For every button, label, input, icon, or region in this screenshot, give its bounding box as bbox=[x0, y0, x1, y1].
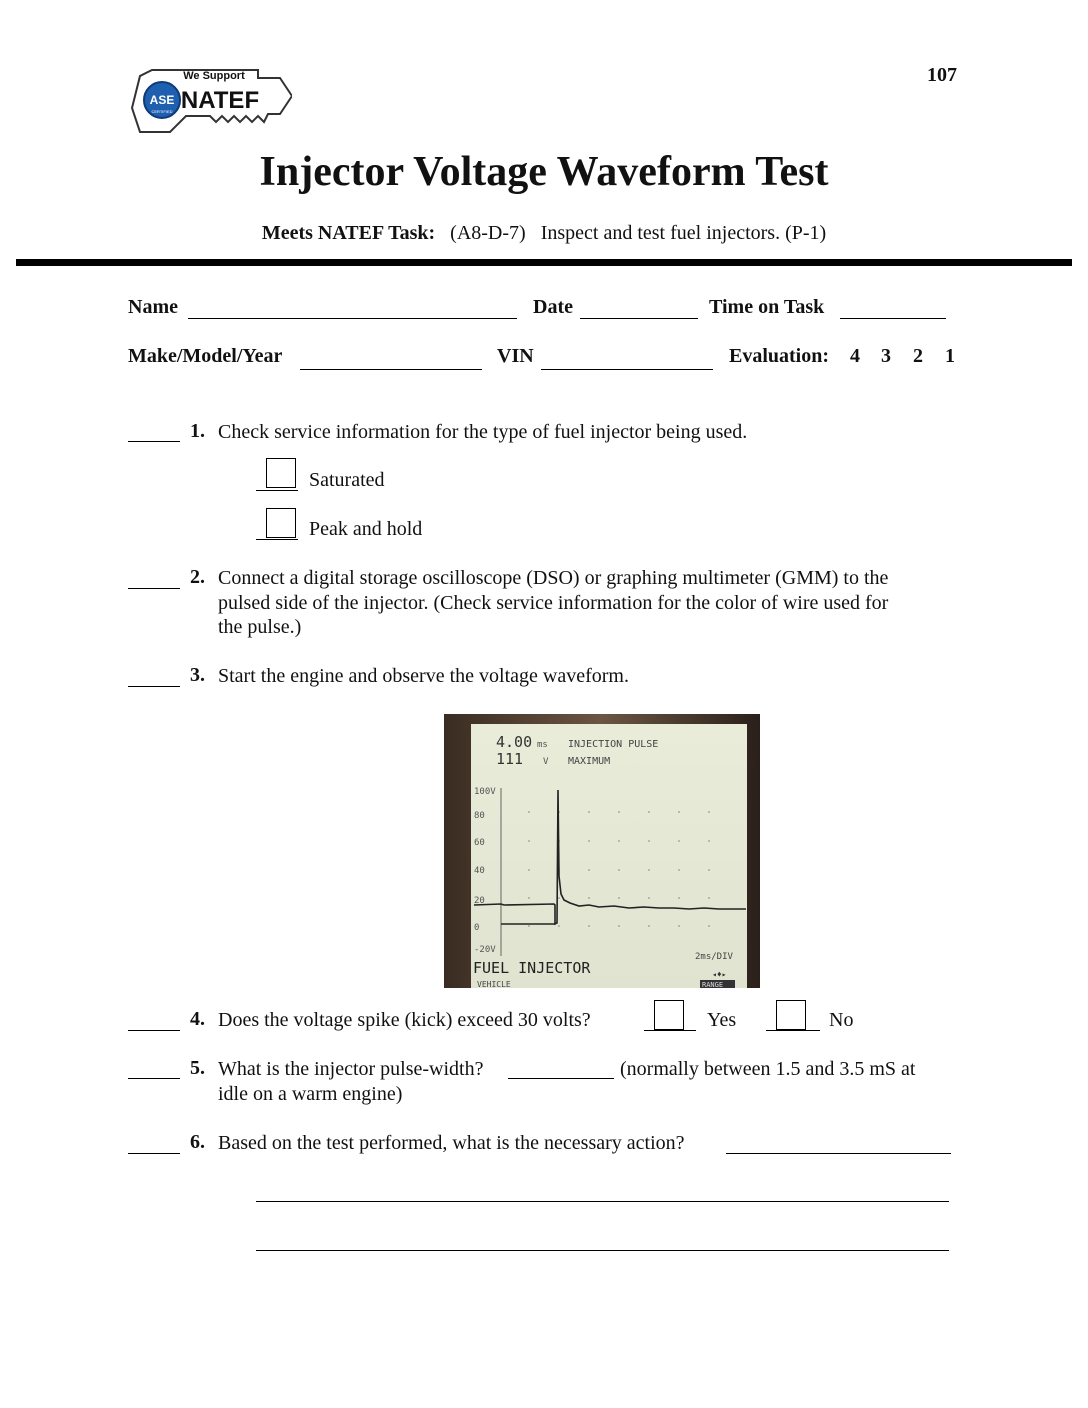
yes-checkbox-underline bbox=[644, 1030, 696, 1031]
saturated-checkbox-underline bbox=[256, 490, 298, 491]
svg-text:MAXIMUM: MAXIMUM bbox=[568, 756, 611, 767]
svg-text:ASE: ASE bbox=[149, 93, 175, 107]
evaluation-option-2[interactable]: 2 bbox=[913, 345, 923, 367]
no-checkbox[interactable] bbox=[776, 1000, 806, 1030]
make-model-year-field[interactable] bbox=[300, 369, 482, 370]
peak-and-hold-option-label: Peak and hold bbox=[309, 518, 423, 540]
evaluation-option-1[interactable]: 1 bbox=[945, 345, 955, 367]
task-label: Meets NATEF Task: bbox=[261, 222, 436, 244]
svg-text:4.00: 4.00 bbox=[496, 733, 533, 751]
date-field[interactable] bbox=[580, 318, 698, 319]
step-2-text-line-2: pulsed side of the injector. (Check service information for the color of wire used for bbox=[218, 592, 889, 614]
evaluation-label: Evaluation: bbox=[729, 345, 830, 367]
svg-text:2ms/DIV: 2ms/DIV bbox=[695, 952, 733, 962]
svg-text:CERTIFIED: CERTIFIED bbox=[151, 109, 173, 114]
svg-text:60: 60 bbox=[474, 838, 485, 848]
peak-and-hold-checkbox-underline bbox=[256, 539, 298, 540]
natef-key-logo-graphic bbox=[130, 62, 292, 142]
natef-task-line bbox=[0, 222, 1088, 245]
task-description: Inspect and test fuel injectors. (P-1) bbox=[540, 222, 827, 244]
svg-text:100V: 100V bbox=[474, 787, 496, 797]
svg-text:40: 40 bbox=[474, 866, 485, 876]
page-title: Injector Voltage Waveform Test bbox=[259, 149, 829, 195]
svg-text:◂♦▸: ◂♦▸ bbox=[712, 970, 727, 979]
step-2-number: 2. bbox=[190, 566, 205, 588]
step-6-check-blank[interactable] bbox=[128, 1153, 180, 1154]
time-on-task-label: Time on Task bbox=[709, 296, 825, 318]
step-6-text: Based on the test performed, what is the necessary action? bbox=[218, 1132, 685, 1154]
step-5-check-blank[interactable] bbox=[128, 1078, 180, 1079]
svg-text:20: 20 bbox=[474, 896, 485, 906]
yes-option-label: Yes bbox=[707, 1009, 737, 1031]
step-1-check-blank[interactable] bbox=[128, 441, 180, 442]
step-4-number: 4. bbox=[190, 1008, 205, 1030]
we-support-natef-logo bbox=[130, 62, 292, 142]
vin-label: VIN bbox=[497, 345, 534, 367]
pulse-width-field[interactable] bbox=[508, 1078, 614, 1079]
evaluation-option-3[interactable]: 3 bbox=[881, 345, 891, 367]
necessary-action-field-line-3[interactable] bbox=[256, 1250, 949, 1251]
date-label: Date bbox=[533, 296, 573, 318]
necessary-action-field-line-2[interactable] bbox=[256, 1201, 949, 1202]
svg-text:ms: ms bbox=[537, 740, 548, 750]
step-5-note-line-2: idle on a warm engine) bbox=[218, 1083, 403, 1105]
step-1-text: Check service information for the type of fuel injector being used. bbox=[218, 421, 748, 443]
svg-text:RANGE: RANGE bbox=[702, 981, 724, 988]
step-5-question: What is the injector pulse-width? bbox=[218, 1058, 484, 1080]
oscilloscope-waveform-photo bbox=[444, 714, 760, 988]
svg-text:-20V: -20V bbox=[474, 945, 496, 955]
step-5-note: (normally between 1.5 and 3.5 mS at bbox=[620, 1058, 916, 1080]
header-divider bbox=[16, 259, 1072, 266]
svg-text:We Support: We Support bbox=[183, 70, 245, 82]
step-3-check-blank[interactable] bbox=[128, 686, 180, 687]
no-checkbox-underline bbox=[766, 1030, 820, 1031]
step-2-text-line-3: the pulse.) bbox=[218, 616, 302, 638]
evaluation-option-4[interactable]: 4 bbox=[850, 345, 860, 367]
svg-text:FUEL INJECTOR: FUEL INJECTOR bbox=[473, 959, 591, 977]
saturated-checkbox[interactable] bbox=[266, 458, 296, 488]
name-field[interactable] bbox=[188, 318, 517, 319]
step-2-check-blank[interactable] bbox=[128, 588, 180, 589]
task-code: (A8-D-7) bbox=[450, 222, 526, 244]
svg-text:0: 0 bbox=[474, 923, 480, 933]
step-4-text: Does the voltage spike (kick) exceed 30 volts? bbox=[218, 1009, 591, 1031]
page-number: 107 bbox=[927, 64, 957, 86]
svg-text:NATEF: NATEF bbox=[180, 87, 260, 114]
saturated-option-label: Saturated bbox=[309, 469, 385, 491]
step-6-number: 6. bbox=[190, 1131, 205, 1153]
peak-and-hold-checkbox[interactable] bbox=[266, 508, 296, 538]
step-2-text-line-1: Connect a digital storage oscilloscope (DSO) or graphing multimeter (GMM) to the bbox=[218, 567, 889, 589]
make-model-year-label: Make/Model/Year bbox=[128, 345, 283, 367]
svg-text:80: 80 bbox=[474, 811, 485, 821]
yes-checkbox[interactable] bbox=[654, 1000, 684, 1030]
name-label: Name bbox=[128, 296, 178, 318]
svg-text:111: 111 bbox=[496, 750, 524, 768]
vin-field[interactable] bbox=[541, 369, 713, 370]
no-option-label: No bbox=[829, 1009, 854, 1031]
step-1-number: 1. bbox=[190, 420, 205, 442]
svg-text:INJECTION PULSE: INJECTION PULSE bbox=[568, 739, 659, 750]
necessary-action-field-line-1[interactable] bbox=[726, 1153, 951, 1154]
svg-text:VEHICLE: VEHICLE bbox=[477, 980, 511, 988]
step-4-check-blank[interactable] bbox=[128, 1030, 180, 1031]
step-3-number: 3. bbox=[190, 664, 205, 686]
step-5-number: 5. bbox=[190, 1057, 205, 1079]
svg-text:V: V bbox=[543, 757, 549, 767]
time-on-task-field[interactable] bbox=[840, 318, 946, 319]
step-3-text: Start the engine and observe the voltage waveform. bbox=[218, 665, 629, 687]
